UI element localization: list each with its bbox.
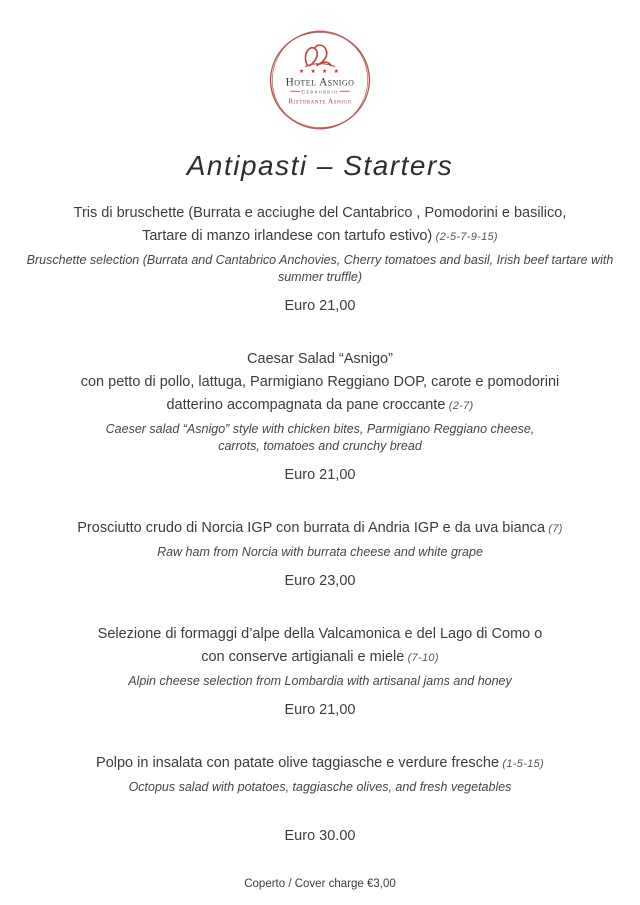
item-name xyxy=(0,348,640,418)
item-description-line: Alpin cheese selection from Lombardia with artisanal jams and honey xyxy=(128,674,512,688)
allergen-codes: (1-5-15) xyxy=(499,758,544,770)
section-title: Antipasti – Starters xyxy=(186,150,454,181)
item-description xyxy=(0,421,640,455)
stars-icon: ★ ★ ★ ★ xyxy=(298,68,342,75)
cover-charge-note: Coperto / Cover charge €3,00 xyxy=(244,878,396,890)
item-name-line: datterino accompagnata da pane croccante (2-7) xyxy=(166,397,474,413)
item-name-line: Tartare di manzo irlandese con tartufo estivo) (2-5-7-9-15) xyxy=(142,228,498,244)
menu-item xyxy=(0,348,640,485)
hotel-logo-seal xyxy=(266,26,374,134)
city-name: Cernobbio xyxy=(301,89,339,96)
menu-item xyxy=(0,517,640,591)
item-description-line: carrots, tomatoes and crunchy bread xyxy=(218,439,422,453)
item-description-line: Bruschette selection (Burrata and Cantabrico Anchovies, Cherry tomatoes and basil, Irish beef tartare with xyxy=(26,253,614,267)
item-description xyxy=(0,252,640,286)
item-name-line: Polpo in insalata con patate olive taggiasche e verdure fresche (1-5-15) xyxy=(96,755,544,771)
item-name xyxy=(0,623,640,670)
item-price: Euro 23,00 xyxy=(284,573,356,589)
allergen-codes: (7-10) xyxy=(404,652,439,664)
item-name xyxy=(0,752,640,776)
menu-item xyxy=(0,202,640,316)
item-name-line: con petto di pollo, lattuga, Parmigiano Reggiano DOP, carote e pomodorini xyxy=(80,374,560,390)
item-description-line: Raw ham from Norcia with burrata cheese and white grape xyxy=(157,545,483,559)
item-name-line: Selezione di formaggi d’alpe della Valcamonica e del Lago di Como o xyxy=(97,626,543,642)
item-description-line: Caeser salad “Asnigo” style with chicken bites, Parmigiano Reggiano cheese, xyxy=(105,422,535,436)
allergen-codes: (2-7) xyxy=(445,400,474,412)
menu-item xyxy=(0,623,640,720)
monogram-icon xyxy=(305,45,334,66)
hotel-logo xyxy=(0,26,640,134)
hotel-name: Hotel Asnigo xyxy=(285,76,355,89)
allergen-codes: (7) xyxy=(545,523,563,535)
item-name xyxy=(0,202,640,249)
item-description-line: summer truffle) xyxy=(277,270,363,284)
item-description xyxy=(0,779,640,796)
city-line xyxy=(290,90,349,96)
item-name xyxy=(0,517,640,541)
restaurant-name: Ristorante Asnigo xyxy=(288,97,352,106)
item-price: Euro 21,00 xyxy=(284,467,356,483)
item-description-line: Octopus salad with potatoes, taggiasche olives, and fresh vegetables xyxy=(128,780,512,794)
menu-item xyxy=(0,752,640,846)
item-price: Euro 21,00 xyxy=(284,298,356,314)
menu-items xyxy=(0,202,640,846)
item-price: Euro 21,00 xyxy=(284,702,356,718)
item-name-line: Tris di bruschette (Burrata e acciughe del Cantabrico , Pomodorini e basilico, xyxy=(73,205,567,221)
item-description xyxy=(0,544,640,561)
item-name-line: con conserve artigianali e miele (7-10) xyxy=(201,649,439,665)
item-price: Euro 30.00 xyxy=(284,828,356,844)
item-name-line: Prosciutto crudo di Norcia IGP con burrata di Andria IGP e da uva bianca (7) xyxy=(77,520,563,536)
item-description xyxy=(0,673,640,690)
allergen-codes: (2-5-7-9-15) xyxy=(432,231,498,243)
item-name-line: Caesar Salad “Asnigo” xyxy=(247,351,393,367)
